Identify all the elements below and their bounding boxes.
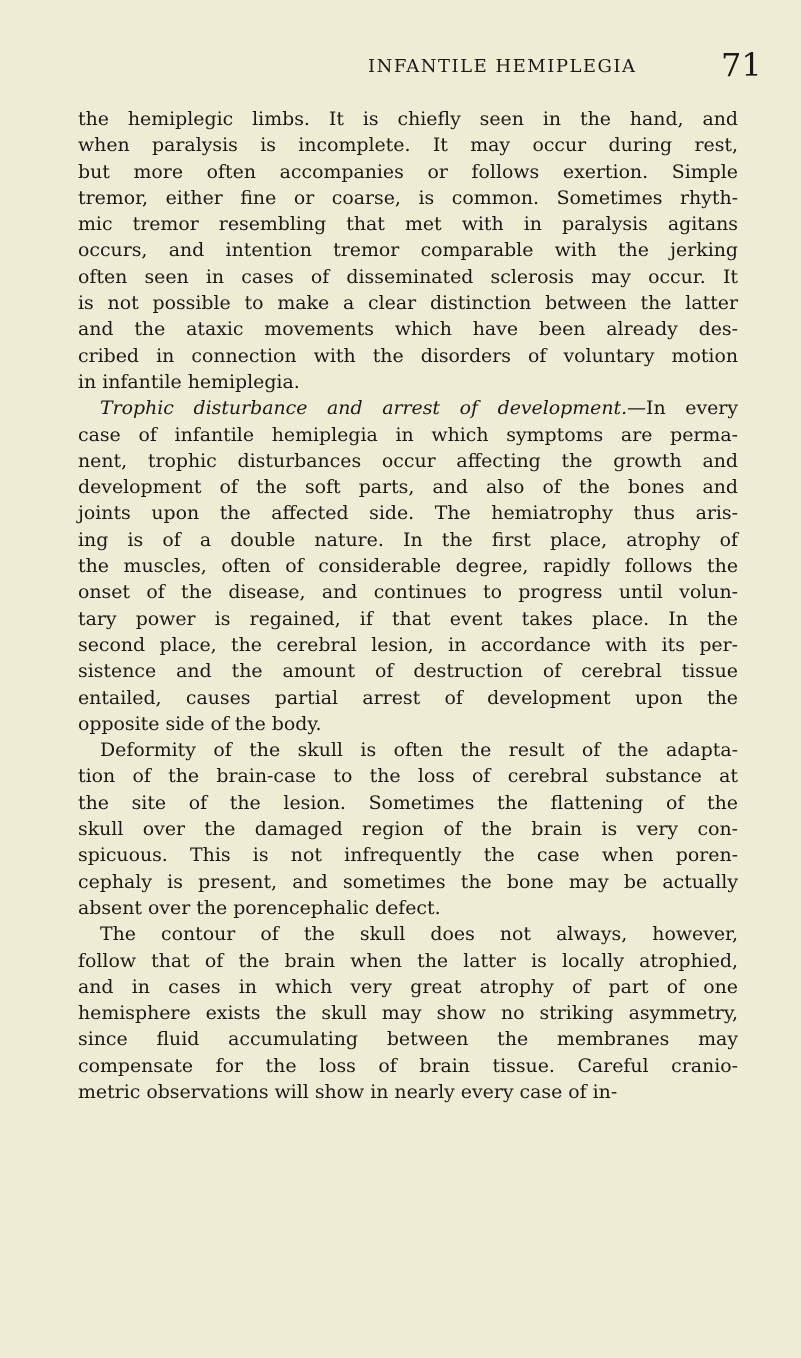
text-line-24: opposite side of the body. [78,712,322,735]
text-line-23: entailed, causes partial arrest of development upon the [78,686,738,709]
text-line-21: second place, the cerebral lesion, in accordance with its per- [78,633,738,656]
text-line-2: when paralysis is incomplete. It may occur during rest, [78,134,738,157]
text-line-33: follow that of the brain when the latter is locally atrophied, [78,949,738,972]
page-number: 71 [721,46,762,84]
section-heading-rest: —In every [627,397,738,420]
text-line-3: but more often accompanies or follows exertion. Simple [78,160,738,183]
text-line-8: is not possible to make a clear distinction between the latter [78,292,738,315]
text-line-5: mic tremor resembling that met with in paralysis agitans [78,213,738,236]
text-line-36: since fluid accumulating between the membranes may [78,1028,738,1051]
text-line-20: tary power is regained, if that event takes place. In the [78,607,738,630]
text-line-37: compensate for the loss of brain tissue. Careful cranio- [78,1054,738,1077]
text-line-35: hemisphere exists the skull may show no striking asymmetry, [78,1002,738,1025]
text-line-18: the muscles, often of considerable degree, rapidly follows the [78,555,738,578]
text-line-10: cribed in connection with the disorders of voluntary motion [78,344,738,367]
text-line-27: the site of the lesion. Sometimes the flattening of the [78,791,738,814]
text-line-15: development of the soft parts, and also of the bones and [78,476,738,499]
running-head [368,56,668,77]
text-line-30: cephaly is present, and sometimes the bone may be actually [78,870,738,893]
text-line-6: occurs, and intention tremor comparable with the jerking [78,239,738,262]
text-line-16: joints upon the affected side. The hemiatrophy thus aris- [78,502,738,525]
running-head-title: INFANTILE HEMIPLEGIA [368,56,637,77]
section-heading-line [78,395,738,421]
text-line-13: case of infantile hemiplegia in which symptoms are perma- [78,423,738,446]
body-text [78,106,738,1105]
text-line-38: metric observations will show in nearly every case of in- [78,1080,618,1103]
text-line-1: the hemiplegic limbs. It is chiefly seen in the hand, and [78,108,738,130]
text-line-34: and in cases in which very great atrophy of part of one [78,975,738,998]
text-line-26: tion of the brain-case to the loss of cerebral substance at [78,765,738,788]
text-line-14: nent, trophic disturbances occur affecting the growth and [78,449,738,472]
text-line-28: skull over the damaged region of the brain is very con- [78,818,738,841]
text-line-31: absent over the porencephalic defect. [78,896,441,919]
text-line-9: and the ataxic movements which have been already des- [78,318,738,341]
section-heading-italic: Trophic disturbance and arrest of development. [100,397,628,420]
text-line-11: in infantile hemiplegia. [78,370,300,393]
text-line-22: sistence and the amount of destruction of cerebral tissue [78,660,738,683]
text-line-4: tremor, either fine or coarse, is common. Sometimes rhyth- [78,186,738,209]
text-line-7: often seen in cases of disseminated sclerosis may occur. It [78,265,738,288]
text-line-19: onset of the disease, and continues to progress until volun- [78,581,738,604]
text-line-25: Deformity of the skull is often the result of the adapta- [100,739,738,762]
text-line-32: The contour of the skull does not always, however, [100,923,738,946]
text-line-29: spicuous. This is not infrequently the case when poren- [78,844,738,867]
text-line-17: ing is of a double nature. In the first place, atrophy of [78,528,738,551]
